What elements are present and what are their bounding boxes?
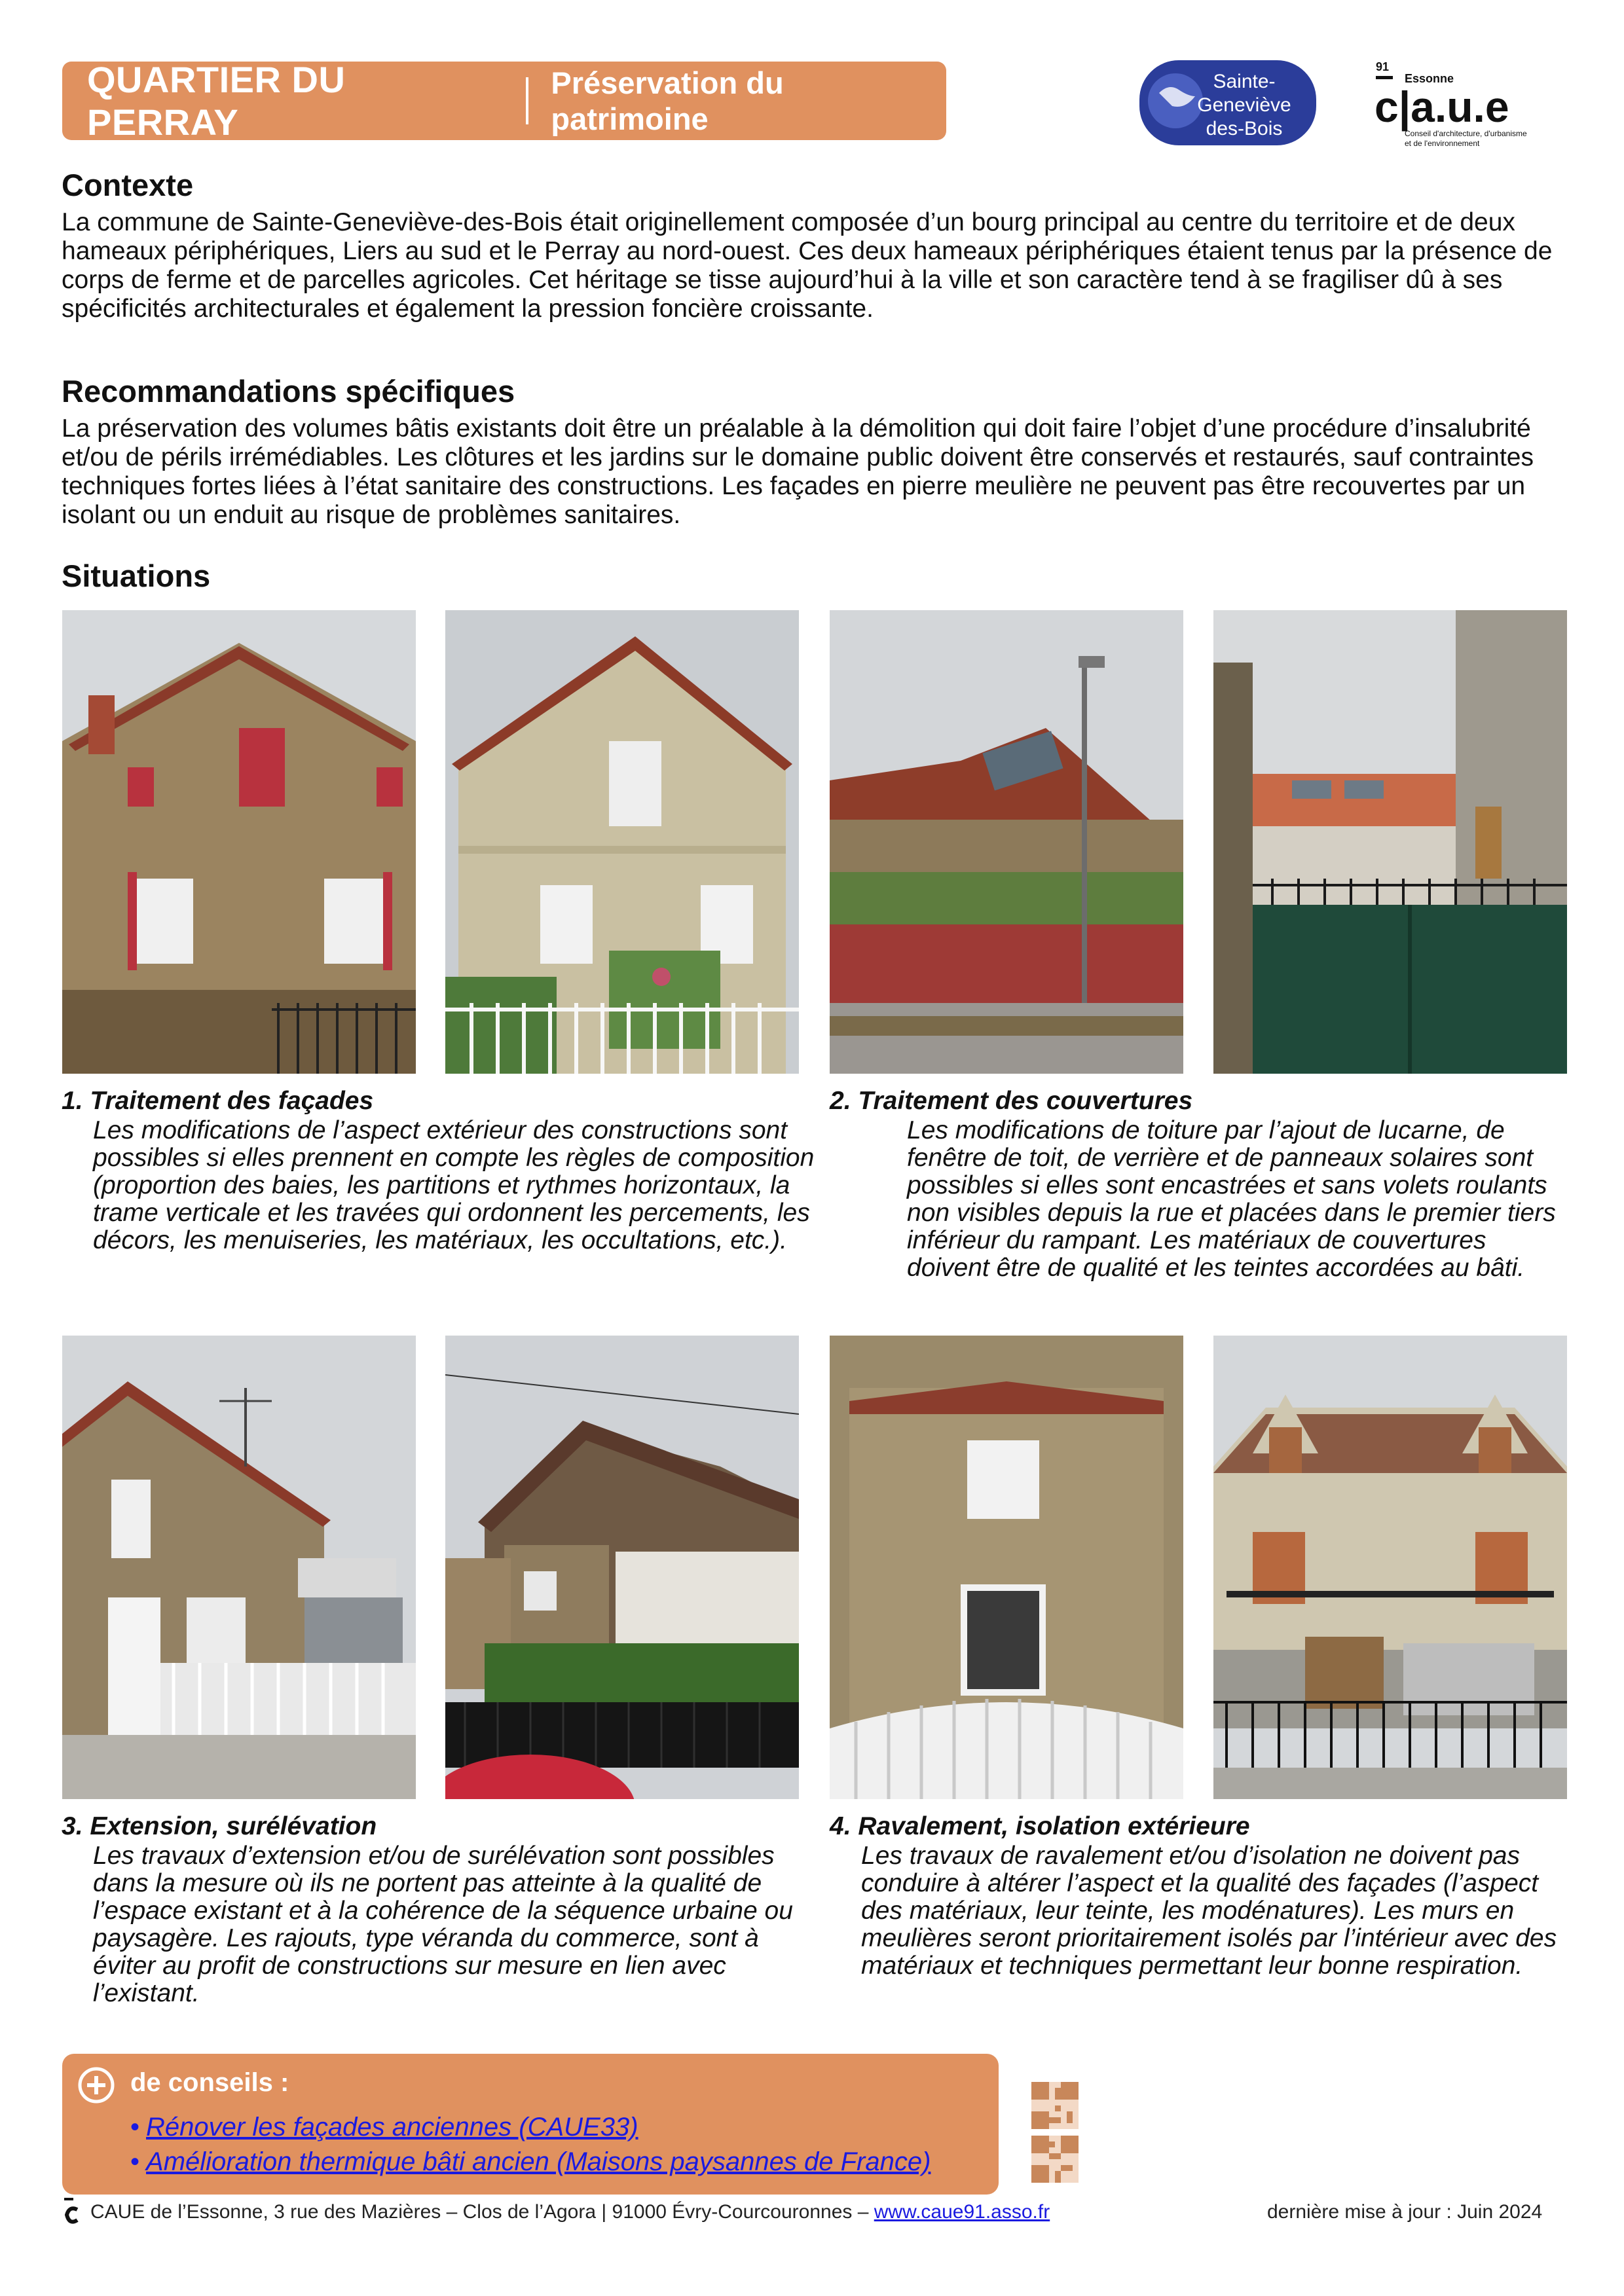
link-amelioration-thermique[interactable]: Amélioration thermique bâti ancien (Maisons paysannes de France) [146,2147,931,2176]
tip-item-1 [130,2113,638,2142]
photo-millstone-house-red-shutters [62,610,416,1074]
situation-3-title: 3. Extension, surélévation [62,1812,377,1840]
situation-2-text: Les modifications de toiture par l’ajout de lucarne, de fenêtre de toit, de verrière et de panneaux solaires sont possibles si elles sont encastrées et sans volets roulants non visibles depuis la rue et placées dans le premier tiers inférieur du rampant. Les matériaux de couvertures doivent être de qualité et les teintes accordées au bâti. [907,1116,1556,1282]
situation-3 [62,1812,815,2007]
page-title: QUARTIER DU PERRAY [87,59,346,143]
svg-text:Geneviève: Geneviève [1197,94,1291,116]
svg-text:et de l'environnement: et de l'environnement [1405,139,1480,148]
situation-2-title: 2. Traitement des couvertures [830,1087,1193,1115]
situation-4 [830,1812,1570,1980]
tip-item-2 [130,2147,931,2177]
photo-house-with-extension [62,1336,416,1799]
qr-code-icon[interactable] [1031,2082,1079,2129]
context-text: La commune de Sainte-Geneviève-des-Bois était originellement composée d’un bourg principal au centre du territoire et de deux hameaux périphériques, Liers au sud et le Perray au nord-ouest. Ces deux hameaux périphériques étaient tenus par la présence de corps de ferme et de parcelles agricoles. Cet héritage se tisse aujourd’hui à la ville et son caractère tend à se fragiliser dû à ses spécificités architecturales et également la pression foncière croissante. [62,208,1553,323]
recommendations-heading: Recommandations spécifiques [62,374,515,409]
situation-1-text: Les modifications de l’aspect extérieur des constructions sont possibles si elles prennent en compte les règles de composition (proportion des baies, les partitions et rythmes horizontaux, la trame verticale et les travées qui ordonnent les percements, les décors, les menuiseries, les matériaux, les occultations, etc.). [93,1116,815,1254]
caue-logo [1372,58,1529,156]
photo-millstone-house-raised [445,1336,799,1799]
qr-code-icon[interactable] [1031,2136,1079,2183]
tips-box [62,2054,999,2195]
bullet: • [130,2113,140,2141]
svg-text:Conseil d'architecture, d'urba: Conseil d'architecture, d'urbanisme [1405,129,1527,138]
last-update: dernière mise à jour : Juin 2024 [1267,2201,1543,2223]
situation-4-text: Les travaux de ravalement et/ou d’isolation ne doivent pas conduire à altérer l’aspect et la qualité des façades (l’aspect des matériaux, leur teinte, les modénatures). Les murs en meulières seront prioritairement isolés par l’intérieur avec des matériaux et techniques permettant leur bonne respiration. [861,1842,1557,1980]
photo-roof-with-solar-panel [830,610,1183,1074]
svg-text:Sainte-: Sainte- [1213,71,1276,92]
link-renover-facades[interactable]: Rénover les façades anciennes (CAUE33) [146,2113,638,2141]
photo-stone-facade-white-gate [830,1336,1183,1799]
page-subtitle: Préservation du patrimoine [551,65,784,136]
photo-house-with-dormers-balcony [1213,1336,1567,1799]
recommendations-text: La préservation des volumes bâtis existants doit être un préalable à la démolition qui doit faire l’objet d’une procédure d’insalubrité et/ou de périls irrémédiables. Les clôtures et les jardins sur le domaine public doivent être conservés et restaurés, sauf contraintes techniques fortes liées à l’état sanitaire des constructions. Les façades en pierre meulière ne peuvent pas être recouvertes par un isolant ou un enduit au risque de problèmes sanitaires. [62,414,1534,529]
situation-2 [830,1087,1570,1282]
situations-heading: Situations [62,558,211,593]
header-banner [62,59,946,143]
sainte-genevieve-logo [1139,60,1316,145]
website-link[interactable]: www.caue91.asso.fr [874,2201,1050,2223]
photo-rendered-house-half-timber [445,610,799,1074]
footer-address [90,2201,1050,2223]
photo-roof-windows-green-gate [1213,610,1567,1074]
situation-1 [62,1087,815,1254]
plus-circle-icon [78,2067,115,2104]
svg-text:Essonne: Essonne [1405,72,1454,85]
svg-text:des-Bois: des-Bois [1206,118,1283,139]
situation-1-title: 1. Traitement des façades [62,1087,374,1115]
bullet: • [130,2147,140,2176]
svg-text:c|a.u.e: c|a.u.e [1375,82,1509,131]
caue-c-icon [62,2198,81,2227]
footer-address-text: CAUE de l’Essonne, 3 rue des Mazières – Clos de l’Agora | 91000 Évry-Courcouronnes – [90,2201,874,2223]
svg-text:91: 91 [1376,60,1390,73]
title-separator [526,77,528,124]
situation-4-title: 4. Ravalement, isolation extérieure [830,1812,1250,1840]
situation-3-text: Les travaux d’extension et/ou de surélévation sont possibles dans la mesure où ils ne portent pas atteinte à la qualité de l’espace existant et à la cohérence de la séquence urbaine ou paysagère. Les rajouts, type véranda du commerce, sont à éviter au profit de constructions sur mesure en lien avec l’existant. [93,1842,793,2007]
context-heading: Contexte [62,168,194,202]
tips-title: de conseils : [130,2068,289,2097]
